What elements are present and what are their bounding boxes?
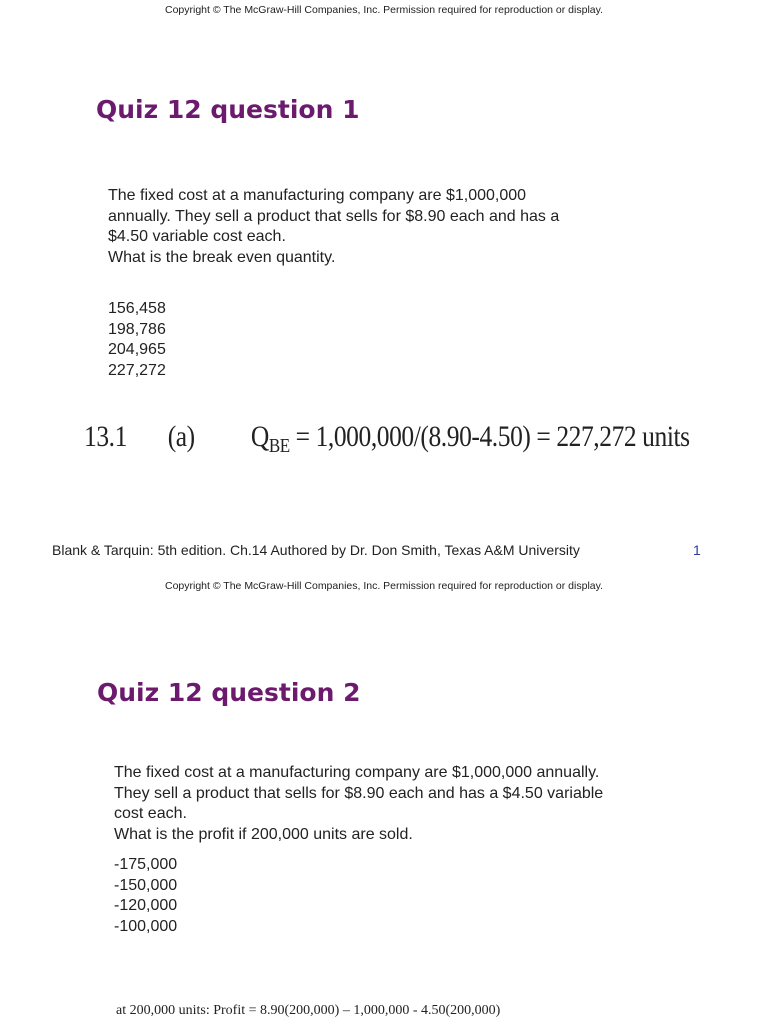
question-text <box>108 186 559 268</box>
question-line: What is the profit if 200,000 units are sold. <box>114 825 413 843</box>
slide-title: Quiz 12 question 1 <box>96 95 360 124</box>
question-line: The fixed cost at a manufacturing company are $1,000,000 annually. <box>114 764 600 781</box>
question-line: They sell a product that sells for $8.90 each and has a $4.50 variable <box>114 784 604 802</box>
footer-text: Blank & Tarquin: 5th edition. Ch.14 Authored by Dr. Don Smith, Texas A&M University <box>52 542 580 558</box>
question-line: cost each. <box>114 805 187 822</box>
answer-choice: -150,000 <box>114 876 178 894</box>
answer-choices <box>108 299 166 381</box>
question-line: $4.50 variable cost each. <box>108 228 286 245</box>
solution-equation: at 200,000 units: Profit = 8.90(200,000) – 1,000,000 - 4.50(200,000) <box>116 1003 501 1018</box>
solution-equation <box>84 420 690 458</box>
question-line: What is the break even quantity. <box>108 248 336 266</box>
solution-subscript: BE <box>268 435 290 457</box>
solution-q: Q <box>250 420 269 453</box>
slide-2 <box>0 580 768 1024</box>
solution-part: (a) <box>167 420 195 453</box>
page-number: 1 <box>693 542 701 558</box>
answer-choice: 156,458 <box>108 300 166 317</box>
slide-title: Quiz 12 question 2 <box>97 678 361 707</box>
question-line: The fixed cost at a manufacturing company are $1,000,000 <box>108 187 527 204</box>
answer-choice: -175,000 <box>114 856 178 873</box>
answer-choice: 198,786 <box>108 320 166 338</box>
answer-choices <box>114 855 177 937</box>
answer-choice: 227,272 <box>108 361 166 379</box>
question-text <box>114 763 603 845</box>
answer-choice: -120,000 <box>114 897 178 914</box>
copyright-notice: Copyright © The McGraw-Hill Companies, Inc. Permission required for reproduction or display. <box>164 580 604 592</box>
answer-choice: -100,000 <box>114 917 178 935</box>
solution-formula: = 1,000,000/(8.90-4.50) = 227,272 units <box>289 420 690 453</box>
question-line: annually. They sell a product that sells for $8.90 each and has a <box>108 207 560 225</box>
copyright-notice: Copyright © The McGraw-Hill Companies, Inc. Permission required for reproduction or display. <box>164 4 604 16</box>
answer-choice: 204,965 <box>108 341 166 358</box>
solution-number: 13.1 <box>84 420 127 453</box>
